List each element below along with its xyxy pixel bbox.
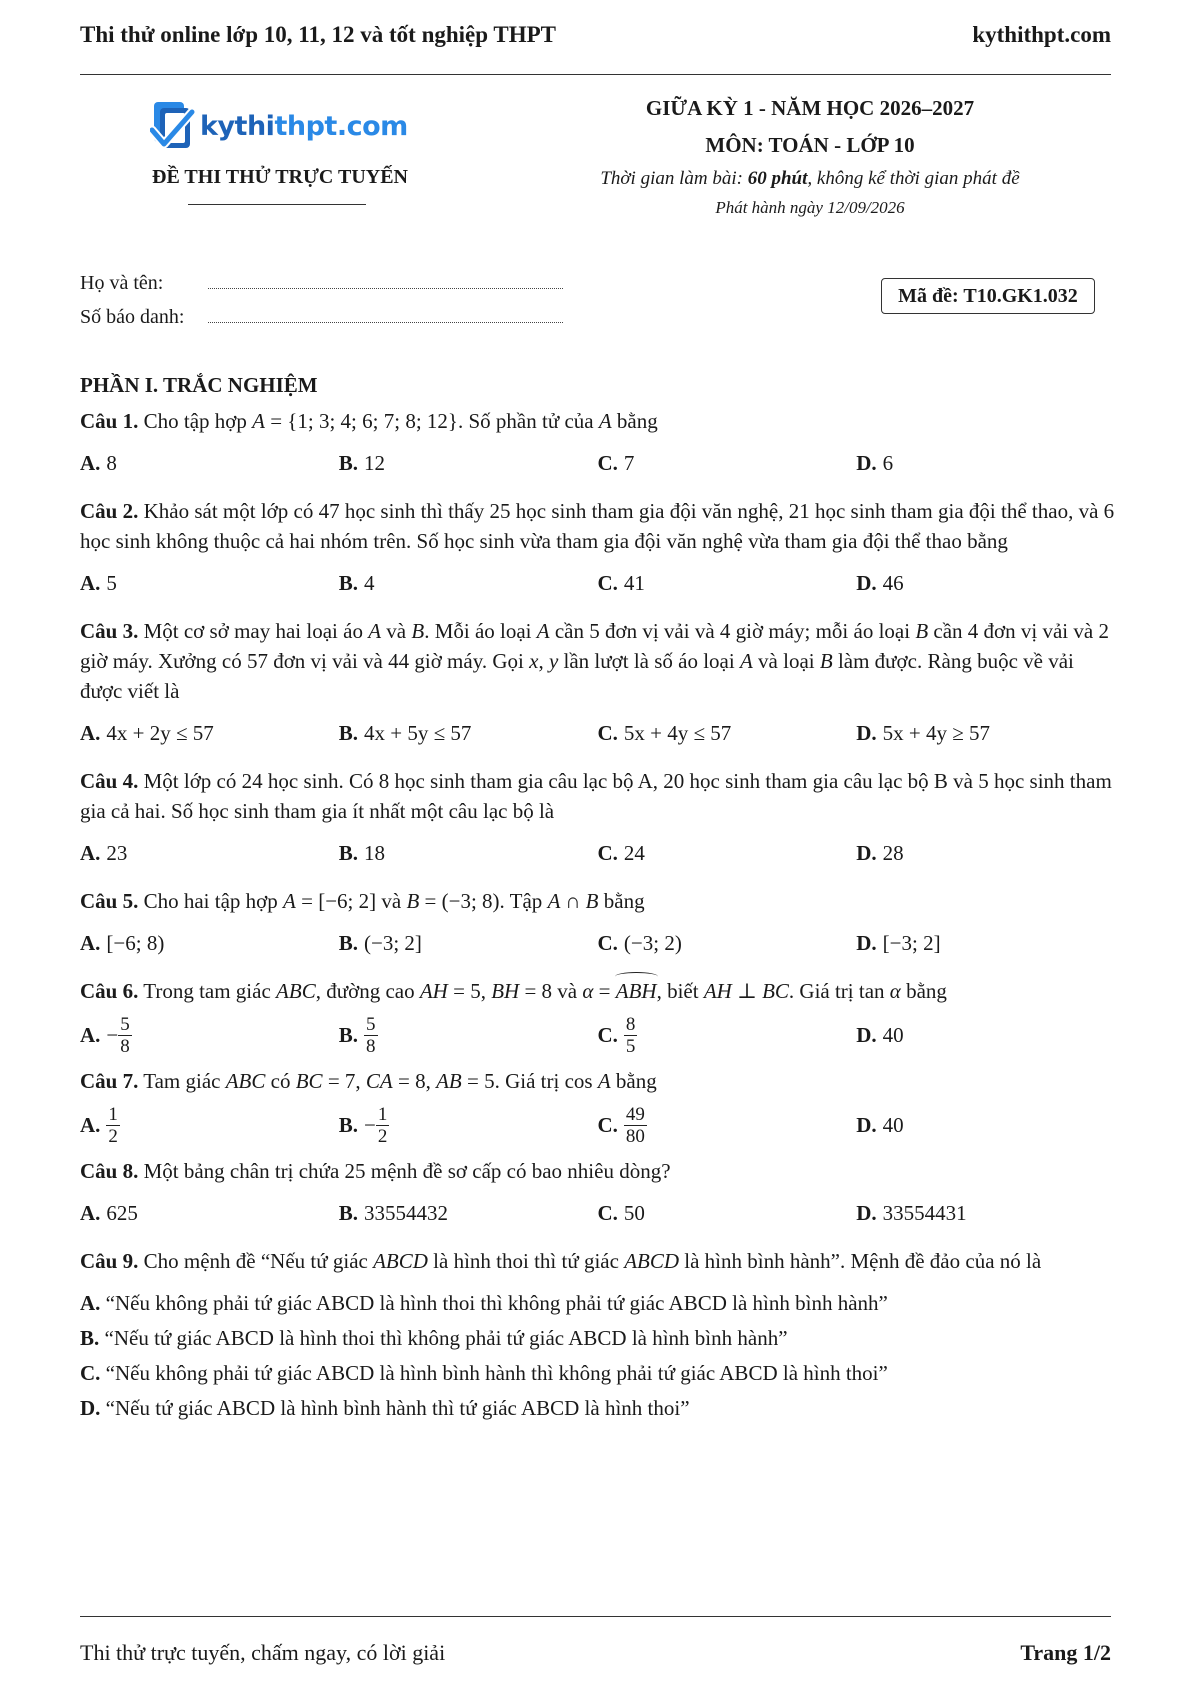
option-a[interactable]: A. 4x + 2y ≤ 57 bbox=[80, 721, 214, 745]
footer-rule bbox=[80, 1616, 1111, 1617]
option-c[interactable]: C. 50 bbox=[597, 1201, 645, 1225]
option-d[interactable]: D. 46 bbox=[856, 571, 904, 595]
option-b[interactable]: B. 18 bbox=[338, 841, 386, 865]
answers-2 bbox=[80, 568, 1115, 598]
checkmark-paper-icon bbox=[150, 100, 196, 152]
option-b[interactable]: B. 33554432 bbox=[338, 1201, 449, 1225]
candidate-fields bbox=[80, 266, 563, 334]
question-label: Câu 7. bbox=[80, 1069, 139, 1093]
option-a[interactable]: A. 5 bbox=[80, 571, 117, 595]
option-b[interactable]: B. (−3; 2] bbox=[338, 931, 422, 955]
page-header bbox=[80, 22, 1111, 48]
option-c[interactable]: C. $\frac{49}{80}$ bbox=[597, 1103, 645, 1147]
answers-9 bbox=[80, 1288, 1115, 1423]
question-list bbox=[80, 370, 1115, 1429]
answers-4 bbox=[80, 838, 1115, 868]
question-label: Câu 4. bbox=[80, 769, 139, 793]
page-footer bbox=[80, 1640, 1111, 1666]
logo bbox=[150, 100, 408, 152]
option-b[interactable]: B. “Nếu tứ giác ABCD là hình thoi thì không phải tứ giác ABCD là hình bình hành” bbox=[80, 1326, 788, 1350]
option-c[interactable]: C. 24 bbox=[597, 841, 645, 865]
option-d[interactable]: D. 5x + 4y ≥ 57 bbox=[856, 721, 991, 745]
option-a[interactable]: A. 625 bbox=[80, 1201, 138, 1225]
answers-7 bbox=[80, 1100, 1115, 1150]
fraction: $\frac{5}{8}$ bbox=[366, 1013, 376, 1057]
name-label: Họ và tên: bbox=[80, 272, 164, 294]
option-d[interactable]: D. 40 bbox=[856, 1023, 904, 1047]
question-label: Câu 2. bbox=[80, 499, 139, 523]
question-3: Câu 3. Một cơ sở may hai loại áo A và B. Mỗi áo loại A cần 5 đơn vị vải và 4 giờ máy; mỗi áo loại B cần 4 đơn vị vải và 2 giờ máy. Xưởng có 57 đơn vị vải và 44 giờ máy. Gọi x, y lần lượt là số áo loại A và loại B làm được. Ràng buộc về vải được viết là bbox=[80, 619, 1109, 703]
option-a[interactable]: A. 8 bbox=[80, 451, 117, 475]
fraction: $\frac{1}{2}$ bbox=[377, 1103, 388, 1147]
fraction: $\frac{5}{8}$ bbox=[120, 1013, 130, 1057]
exam-title: GIỮA KỲ 1 - NĂM HỌC 2026–2027 bbox=[645, 96, 975, 120]
logo-text-part2: thpt.com bbox=[274, 110, 408, 142]
subtitle-rule bbox=[188, 204, 366, 205]
question-7: Câu 7. Tam giác ABC có BC = 7, CA = 8, AB = 5. Giá trị cos A bằng bbox=[80, 1069, 657, 1093]
question-label: Câu 9. bbox=[80, 1249, 139, 1273]
answers-1 bbox=[80, 448, 1115, 478]
id-label: Số báo danh: bbox=[80, 306, 185, 328]
page-number: Trang 1/2 bbox=[1020, 1640, 1111, 1665]
header-rule bbox=[80, 74, 1111, 75]
header-right: kythithpt.com bbox=[972, 22, 1111, 47]
answers-3 bbox=[80, 718, 1115, 748]
option-c[interactable]: C. $\frac{8}{5}$ bbox=[597, 1013, 636, 1057]
question-8: Câu 8. Một bảng chân trị chứa 25 mệnh đề sơ cấp có bao nhiêu dòng? bbox=[80, 1159, 671, 1183]
answers-8 bbox=[80, 1198, 1115, 1228]
release-date: Phát hành ngày 12/09/2026 bbox=[715, 198, 905, 217]
exam-code: Mã đề: T10.GK1.032 bbox=[881, 278, 1095, 314]
fraction: $\frac{8}{5}$ bbox=[625, 1013, 636, 1057]
question-label: Câu 1. bbox=[80, 409, 139, 433]
name-field[interactable] bbox=[208, 270, 563, 289]
answers-5 bbox=[80, 928, 1115, 958]
option-b[interactable]: B. 12 bbox=[338, 451, 386, 475]
option-d[interactable]: D. “Nếu tứ giác ABCD là hình bình hành thì tứ giác ABCD là hình thoi” bbox=[80, 1396, 690, 1420]
option-d[interactable]: D. 33554431 bbox=[856, 1201, 967, 1225]
question-label: Câu 6. bbox=[80, 979, 139, 1003]
id-field[interactable] bbox=[208, 304, 563, 323]
option-c[interactable]: C. (−3; 2) bbox=[597, 931, 682, 955]
question-label: Câu 8. bbox=[80, 1159, 139, 1183]
option-a[interactable]: A. [−6; 8) bbox=[80, 931, 165, 955]
header-left: Thi thử online lớp 10, 11, 12 và tốt nghiệp THPT bbox=[80, 22, 556, 47]
question-2: Câu 2. Khảo sát một lớp có 47 học sinh thì thấy 25 học sinh tham gia đội văn nghệ, 21 học sinh tham gia đội thể thao, và 6 học sinh không thuộc cả hai nhóm trên. Số học sinh vừa tham gia đội văn nghệ vừa tham gia đội thể thao bằng bbox=[80, 499, 1115, 553]
logo-text-part1: kythi bbox=[200, 110, 275, 142]
option-b[interactable]: B. 4 bbox=[338, 571, 375, 595]
time-suffix: , không kể thời gian phát đề bbox=[807, 168, 1020, 189]
option-c[interactable]: C. 7 bbox=[597, 451, 635, 475]
option-a[interactable]: A. − $\frac{5}{8}$ bbox=[80, 1013, 130, 1057]
section-title: PHẦN I. TRẮC NGHIỆM bbox=[80, 373, 318, 397]
exam-subject: MÔN: TOÁN - LỚP 10 bbox=[705, 133, 915, 157]
question-label: Câu 5. bbox=[80, 889, 139, 913]
time-prefix: Thời gian làm bài: bbox=[600, 168, 748, 189]
option-a[interactable]: A. “Nếu không phải tứ giác ABCD là hình thoi thì không phải tứ giác ABCD là hình bình hành” bbox=[80, 1291, 888, 1315]
angle-abh: ABH bbox=[616, 976, 657, 1006]
logo-text bbox=[200, 111, 408, 142]
question-9: Câu 9. Cho mệnh đề “Nếu tứ giác ABCD là hình thoi thì tứ giác ABCD là hình bình hành”. Mệnh đề đảo của nó là bbox=[80, 1249, 1042, 1273]
option-d[interactable]: D. 6 bbox=[856, 451, 894, 475]
exam-info bbox=[540, 96, 1080, 218]
option-a[interactable]: A. 23 bbox=[80, 841, 128, 865]
option-b[interactable]: B. − $\frac{1}{2}$ bbox=[338, 1103, 388, 1147]
fraction: $\frac{1}{2}$ bbox=[108, 1103, 118, 1147]
fraction: $\frac{49}{80}$ bbox=[625, 1103, 645, 1147]
question-1: Câu 1. Cho tập hợp A = {1; 3; 4; 6; 7; 8; 12}. Số phần tử của A bằng bbox=[80, 409, 658, 433]
option-d[interactable]: D. 28 bbox=[856, 841, 904, 865]
question-4: Câu 4. Một lớp có 24 học sinh. Có 8 học sinh tham gia câu lạc bộ A, 20 học sinh tham gia câu lạc bộ B và 5 học sinh tham gia cả hai. Số học sinh tham gia ít nhất một câu lạc bộ là bbox=[80, 769, 1112, 823]
option-c[interactable]: C. “Nếu không phải tứ giác ABCD là hình bình hành thì không phải tứ giác ABCD là hình thoi” bbox=[80, 1361, 888, 1385]
exam-type: ĐỀ THI THỬ TRỰC TUYẾN bbox=[152, 166, 408, 188]
question-5: Câu 5. Cho hai tập hợp A = [−6; 2] và B = (−3; 8). Tập A ∩ B bằng bbox=[80, 889, 645, 913]
option-a[interactable]: A. $\frac{1}{2}$ bbox=[80, 1103, 118, 1147]
answers-6 bbox=[80, 1010, 1115, 1060]
option-b[interactable]: B. 4x + 5y ≤ 57 bbox=[338, 721, 472, 745]
option-d[interactable]: D. [−3; 2] bbox=[856, 931, 941, 955]
footer-left: Thi thử trực tuyến, chấm ngay, có lời giải bbox=[80, 1640, 446, 1665]
option-b[interactable]: B. $\frac{5}{8}$ bbox=[338, 1013, 376, 1057]
option-c[interactable]: C. 5x + 4y ≤ 57 bbox=[597, 721, 732, 745]
option-d[interactable]: D. 40 bbox=[856, 1113, 904, 1137]
exam-time bbox=[540, 168, 1080, 190]
question-label: Câu 3. bbox=[80, 619, 139, 643]
question-6: Câu 6. Trong tam giác ABC, đường cao AH = 5, BH = 8 và α = ABH, biết AH ⊥ BC. Giá trị tan α bằng bbox=[80, 976, 1115, 1006]
option-c[interactable]: C. 41 bbox=[597, 571, 645, 595]
time-value: 60 phút bbox=[747, 168, 808, 189]
